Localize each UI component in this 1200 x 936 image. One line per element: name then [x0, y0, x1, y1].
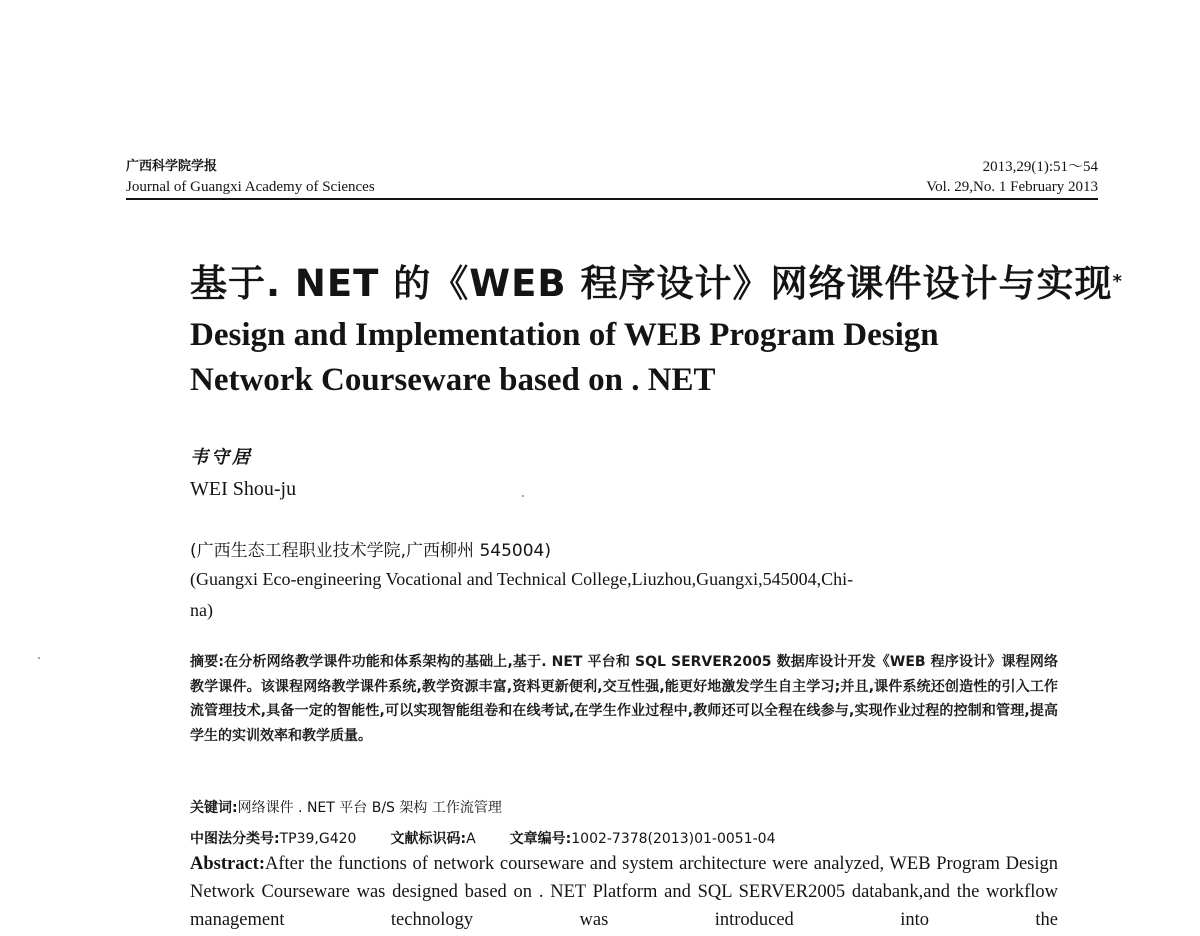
abstract-en-text: After the functions of network courseware and system architecture were analyzed, WEB Program Design Network Courseware was designed based on . NET Platform and SQL SERVER2005 databank,and the workflow management technology was introduced into the: [190, 854, 1058, 930]
journal-issue-block: [926, 157, 1098, 197]
abstract-cn-label: 摘要:: [190, 654, 224, 670]
classification-row: [190, 828, 775, 848]
article-number-label: 文章编号:: [509, 831, 572, 847]
clc-label: 中图法分类号:: [190, 831, 280, 847]
abstract-cn: [190, 650, 1058, 748]
abstract-en: [190, 850, 1058, 934]
keywords-cn: [190, 797, 502, 817]
title-en: [190, 313, 1070, 403]
scan-speck: [38, 657, 40, 659]
clc-value: TP39,G420: [279, 831, 357, 847]
journal-name-cn: 广西科学院学报: [126, 159, 218, 174]
author-cn: 韦守居: [190, 447, 253, 468]
journal-name-block: [126, 157, 375, 197]
keywords-cn-text: 网络课件 . NET 平台 B/S 架构 工作流管理: [237, 800, 502, 816]
journal-citation: 2013,29(1):51～54: [982, 159, 1098, 175]
journal-volume: Vol. 29,No. 1 February 2013: [926, 179, 1098, 195]
abstract-en-label: Abstract:: [190, 854, 266, 874]
title-footnote-mark: *: [1112, 271, 1123, 292]
affiliation-en: [190, 564, 1060, 626]
affiliation-cn: (广西生态工程职业技术学院,广西柳州 545004): [190, 541, 551, 561]
title-cn: [190, 260, 1123, 308]
affiliation-en-line2: na): [190, 600, 213, 620]
title-en-line1: Design and Implementation of WEB Program Design: [190, 317, 939, 353]
doc-code-value: A: [466, 831, 476, 847]
keywords-cn-label: 关键词:: [190, 800, 238, 816]
title-cn-text: 基于. NET 的《WEB 程序设计》网络课件设计与实现: [190, 262, 1113, 305]
author-en: WEI Shou-ju: [190, 478, 297, 500]
scan-speck: [522, 495, 524, 497]
affiliation-en-line1: (Guangxi Eco-engineering Vocational and Technical College,Liuzhou,Guangxi,545004,Chi-: [190, 569, 854, 589]
doc-code-label: 文献标识码:: [390, 831, 467, 847]
abstract-cn-text: 在分析网络教学课件功能和体系架构的基础上,基于. NET 平台和 SQL SERVER2005 数据库设计开发《WEB 程序设计》课程网络教学课件。该课程网络教学课件系统,教学资源丰富,资料更新便利,交互性强,能更好地激发学生自主学习;并且,课件系统还创造性的引入工作流管理技术,具备一定的智能性,可以实现智能组卷和在线考试,在学生作业过程中,教师还可以全程在线参与,实现作业过程的控制和管理,提高学生的实训效率和教学质量。: [190, 654, 1058, 744]
header-rule: [126, 198, 1098, 200]
journal-name-en: Journal of Guangxi Academy of Sciences: [126, 179, 375, 195]
article-number-value: 1002-7378(2013)01-0051-04: [571, 831, 776, 847]
title-en-line2: Network Courseware based on . NET: [190, 362, 716, 398]
